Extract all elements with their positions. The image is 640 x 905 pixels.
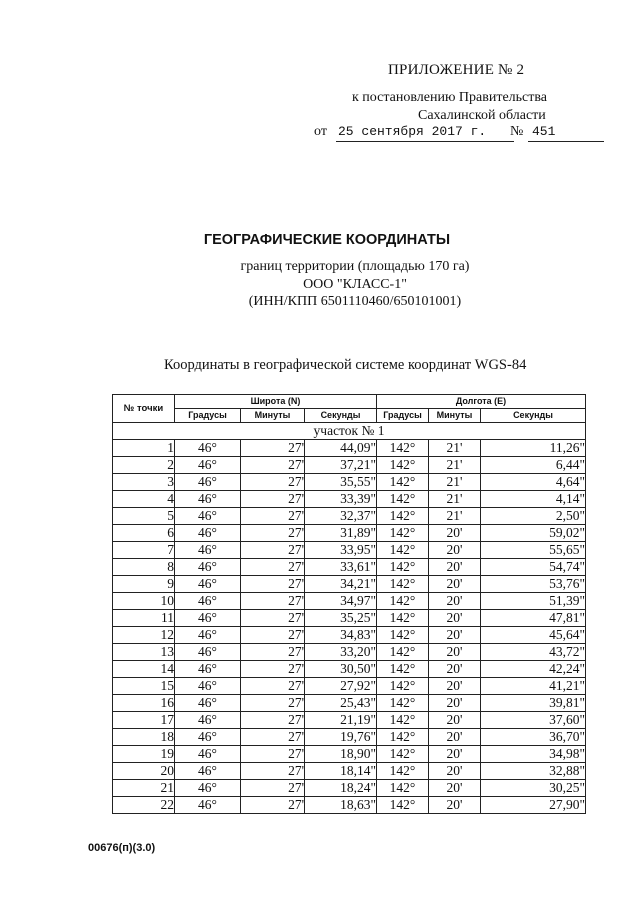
lat-degrees-cell: 46° xyxy=(175,627,241,644)
lat-degrees-cell: 46° xyxy=(175,440,241,457)
lat-minutes-cell: 27' xyxy=(241,763,305,780)
lon-degrees-cell: 142° xyxy=(377,457,429,474)
lon-seconds-cell: 43,72" xyxy=(481,644,586,661)
lon-minutes-cell: 20' xyxy=(429,593,481,610)
lat-degrees-cell: 46° xyxy=(175,729,241,746)
lon-seconds-cell: 54,74" xyxy=(481,559,586,576)
lat-degrees-cell: 46° xyxy=(175,508,241,525)
point-number-cell: 2 xyxy=(113,457,175,474)
table-row xyxy=(113,678,586,695)
point-number-cell: 3 xyxy=(113,474,175,491)
lon-minutes-cell: 20' xyxy=(429,678,481,695)
lon-minutes-cell: 20' xyxy=(429,763,481,780)
lon-seconds-cell: 2,50" xyxy=(481,508,586,525)
lon-seconds-cell: 47,81" xyxy=(481,610,586,627)
lat-degrees-cell: 46° xyxy=(175,763,241,780)
point-number-cell: 22 xyxy=(113,797,175,814)
lon-degrees-cell: 142° xyxy=(377,712,429,729)
lat-degrees-cell: 46° xyxy=(175,576,241,593)
table-row xyxy=(113,610,586,627)
subtitle-line-1: границ территории (площадью 170 га) xyxy=(240,259,470,274)
lon-minutes-cell: 20' xyxy=(429,559,481,576)
table-row xyxy=(113,763,586,780)
point-number-cell: 8 xyxy=(113,559,175,576)
lon-minutes-cell: 20' xyxy=(429,729,481,746)
point-number-cell: 7 xyxy=(113,542,175,559)
lon-seconds-cell: 4,14" xyxy=(481,491,586,508)
lon-minutes-cell: 20' xyxy=(429,712,481,729)
annex-label: ПРИЛОЖЕНИЕ № 2 xyxy=(388,62,525,78)
lon-degrees-cell: 142° xyxy=(377,661,429,678)
lon-degrees-cell: 142° xyxy=(377,678,429,695)
point-number-cell: 14 xyxy=(113,661,175,678)
table-row xyxy=(113,576,586,593)
lon-degrees-cell: 142° xyxy=(377,508,429,525)
lat-minutes-cell: 27' xyxy=(241,440,305,457)
point-number-cell: 17 xyxy=(113,712,175,729)
lat-degrees-cell: 46° xyxy=(175,780,241,797)
lon-minutes-cell: 21' xyxy=(429,440,481,457)
lat-minutes-cell: 27' xyxy=(241,525,305,542)
lon-seconds-cell: 27,90" xyxy=(481,797,586,814)
lat-degrees-cell: 46° xyxy=(175,797,241,814)
lat-seconds-cell: 18,63" xyxy=(305,797,377,814)
lat-minutes-cell: 27' xyxy=(241,593,305,610)
lon-seconds-cell: 34,98" xyxy=(481,746,586,763)
lat-minutes-cell: 27' xyxy=(241,797,305,814)
lon-seconds-cell: 4,64" xyxy=(481,474,586,491)
lat-seconds-cell: 18,90" xyxy=(305,746,377,763)
table-row xyxy=(113,542,586,559)
lat-seconds-cell: 25,43" xyxy=(305,695,377,712)
lat-degrees-cell: 46° xyxy=(175,644,241,661)
point-number-cell: 18 xyxy=(113,729,175,746)
lon-seconds-cell: 53,76" xyxy=(481,576,586,593)
lon-minutes-cell: 20' xyxy=(429,576,481,593)
lon-degrees-cell: 142° xyxy=(377,627,429,644)
lat-minutes-cell: 27' xyxy=(241,474,305,491)
lon-minutes-cell: 20' xyxy=(429,525,481,542)
lon-minutes-header: Минуты xyxy=(429,409,481,423)
lon-seconds-cell: 45,64" xyxy=(481,627,586,644)
decree-line-1: к постановлению Правительства xyxy=(352,90,548,105)
lon-minutes-cell: 21' xyxy=(429,474,481,491)
lon-seconds-cell: 30,25" xyxy=(481,780,586,797)
lon-minutes-cell: 20' xyxy=(429,610,481,627)
lon-seconds-cell: 39,81" xyxy=(481,695,586,712)
lat-degrees-cell: 46° xyxy=(175,525,241,542)
number-prefix: № xyxy=(510,124,524,139)
lat-degrees-cell: 46° xyxy=(175,559,241,576)
point-number-cell: 16 xyxy=(113,695,175,712)
lon-seconds-cell: 37,60" xyxy=(481,712,586,729)
lat-degrees-cell: 46° xyxy=(175,712,241,729)
lat-degrees-cell: 46° xyxy=(175,678,241,695)
lat-seconds-cell: 33,95" xyxy=(305,542,377,559)
lat-seconds-cell: 18,14" xyxy=(305,763,377,780)
lat-minutes-cell: 27' xyxy=(241,559,305,576)
lat-degrees-cell: 46° xyxy=(175,593,241,610)
lat-minutes-cell: 27' xyxy=(241,610,305,627)
lon-degrees-cell: 142° xyxy=(377,440,429,457)
table-row xyxy=(113,661,586,678)
point-number-cell: 10 xyxy=(113,593,175,610)
point-number-cell: 13 xyxy=(113,644,175,661)
lat-seconds-cell: 33,39" xyxy=(305,491,377,508)
latitude-header: Широта (N) xyxy=(175,395,377,409)
point-number-cell: 4 xyxy=(113,491,175,508)
form-code: 00676(п)(3.0) xyxy=(88,842,156,854)
lon-minutes-cell: 21' xyxy=(429,491,481,508)
table-row xyxy=(113,525,586,542)
table-row xyxy=(113,729,586,746)
document-title: ГЕОГРАФИЧЕСКИЕ КООРДИНАТЫ xyxy=(203,232,451,248)
coordinate-system-caption: Координаты в географической системе координат WGS-84 xyxy=(164,357,527,373)
lat-seconds-cell: 30,50" xyxy=(305,661,377,678)
lat-minutes-cell: 27' xyxy=(241,780,305,797)
section-label: участок № 1 xyxy=(113,423,586,440)
lat-seconds-cell: 34,83" xyxy=(305,627,377,644)
lon-minutes-cell: 20' xyxy=(429,627,481,644)
lat-minutes-cell: 27' xyxy=(241,491,305,508)
lat-degrees-header: Градусы xyxy=(175,409,241,423)
lon-minutes-cell: 20' xyxy=(429,695,481,712)
lat-minutes-cell: 27' xyxy=(241,695,305,712)
lat-seconds-cell: 33,61" xyxy=(305,559,377,576)
lon-minutes-cell: 21' xyxy=(429,508,481,525)
lon-minutes-cell: 20' xyxy=(429,780,481,797)
lon-degrees-cell: 142° xyxy=(377,576,429,593)
lat-degrees-cell: 46° xyxy=(175,746,241,763)
lon-minutes-cell: 20' xyxy=(429,542,481,559)
lon-seconds-cell: 59,02" xyxy=(481,525,586,542)
lat-seconds-cell: 21,19" xyxy=(305,712,377,729)
table-row xyxy=(113,559,586,576)
subtitle-line-3: (ИНН/КПП 6501110460/650101001) xyxy=(248,294,462,309)
lon-seconds-cell: 36,70" xyxy=(481,729,586,746)
point-number-cell: 11 xyxy=(113,610,175,627)
lat-minutes-header: Минуты xyxy=(241,409,305,423)
point-number-cell: 6 xyxy=(113,525,175,542)
lon-seconds-cell: 51,39" xyxy=(481,593,586,610)
table-row xyxy=(113,440,586,457)
point-number-cell: 19 xyxy=(113,746,175,763)
decree-number: 451 xyxy=(532,124,556,139)
table-row xyxy=(113,780,586,797)
lon-degrees-cell: 142° xyxy=(377,593,429,610)
date-underline xyxy=(336,141,514,142)
lat-seconds-cell: 19,76" xyxy=(305,729,377,746)
lat-minutes-cell: 27' xyxy=(241,661,305,678)
lat-degrees-cell: 46° xyxy=(175,661,241,678)
lat-seconds-cell: 32,37" xyxy=(305,508,377,525)
lon-seconds-cell: 11,26" xyxy=(481,440,586,457)
lon-seconds-cell: 6,44" xyxy=(481,457,586,474)
lat-seconds-cell: 34,21" xyxy=(305,576,377,593)
lon-seconds-cell: 41,21" xyxy=(481,678,586,695)
lat-seconds-cell: 35,25" xyxy=(305,610,377,627)
point-number-cell: 12 xyxy=(113,627,175,644)
lon-degrees-header: Градусы xyxy=(377,409,429,423)
decree-date: 25 сентября 2017 г. xyxy=(338,124,487,139)
point-number-cell: 9 xyxy=(113,576,175,593)
point-number-cell: 15 xyxy=(113,678,175,695)
lat-minutes-cell: 27' xyxy=(241,627,305,644)
lat-degrees-cell: 46° xyxy=(175,542,241,559)
lat-seconds-cell: 44,09" xyxy=(305,440,377,457)
lat-minutes-cell: 27' xyxy=(241,457,305,474)
table-row xyxy=(113,746,586,763)
table-row xyxy=(113,712,586,729)
lon-minutes-cell: 20' xyxy=(429,746,481,763)
lon-degrees-cell: 142° xyxy=(377,729,429,746)
coordinates-table xyxy=(112,394,586,814)
longitude-header: Долгота (E) xyxy=(377,395,586,409)
decree-date-line xyxy=(314,124,614,144)
lat-minutes-cell: 27' xyxy=(241,644,305,661)
lon-minutes-cell: 20' xyxy=(429,644,481,661)
lon-minutes-cell: 20' xyxy=(429,661,481,678)
table-row xyxy=(113,797,586,814)
table-row xyxy=(113,508,586,525)
lon-degrees-cell: 142° xyxy=(377,474,429,491)
lat-minutes-cell: 27' xyxy=(241,542,305,559)
lon-degrees-cell: 142° xyxy=(377,559,429,576)
lon-degrees-cell: 142° xyxy=(377,780,429,797)
point-number-cell: 5 xyxy=(113,508,175,525)
lat-seconds-cell: 27,92" xyxy=(305,678,377,695)
lat-degrees-cell: 46° xyxy=(175,457,241,474)
date-prefix: от xyxy=(314,124,327,139)
table-row xyxy=(113,644,586,661)
lon-degrees-cell: 142° xyxy=(377,695,429,712)
lat-minutes-cell: 27' xyxy=(241,508,305,525)
lat-minutes-cell: 27' xyxy=(241,746,305,763)
lat-minutes-cell: 27' xyxy=(241,678,305,695)
lat-minutes-cell: 27' xyxy=(241,729,305,746)
lat-minutes-cell: 27' xyxy=(241,712,305,729)
lon-degrees-cell: 142° xyxy=(377,644,429,661)
lon-seconds-header: Секунды xyxy=(481,409,586,423)
lon-degrees-cell: 142° xyxy=(377,491,429,508)
lon-degrees-cell: 142° xyxy=(377,542,429,559)
point-number-cell: 1 xyxy=(113,440,175,457)
subtitle-line-2: ООО "КЛАСС-1" xyxy=(303,277,407,292)
lat-degrees-cell: 46° xyxy=(175,491,241,508)
lat-seconds-cell: 33,20" xyxy=(305,644,377,661)
lat-seconds-cell: 37,21" xyxy=(305,457,377,474)
lat-seconds-cell: 31,89" xyxy=(305,525,377,542)
lon-degrees-cell: 142° xyxy=(377,746,429,763)
lon-seconds-cell: 42,24" xyxy=(481,661,586,678)
table-row xyxy=(113,491,586,508)
lat-degrees-cell: 46° xyxy=(175,474,241,491)
lon-degrees-cell: 142° xyxy=(377,610,429,627)
table-row xyxy=(113,593,586,610)
number-underline xyxy=(528,141,604,142)
lon-seconds-cell: 55,65" xyxy=(481,542,586,559)
lon-seconds-cell: 32,88" xyxy=(481,763,586,780)
lon-degrees-cell: 142° xyxy=(377,797,429,814)
table-row xyxy=(113,474,586,491)
decree-line-2: Сахалинской области xyxy=(418,108,546,123)
lon-degrees-cell: 142° xyxy=(377,763,429,780)
point-number-cell: 21 xyxy=(113,780,175,797)
point-number-cell: 20 xyxy=(113,763,175,780)
lat-seconds-cell: 35,55" xyxy=(305,474,377,491)
point-number-header: № точки xyxy=(113,395,175,423)
table-row xyxy=(113,695,586,712)
lat-seconds-header: Секунды xyxy=(305,409,377,423)
lat-seconds-cell: 34,97" xyxy=(305,593,377,610)
lon-minutes-cell: 21' xyxy=(429,457,481,474)
lon-minutes-cell: 20' xyxy=(429,797,481,814)
lat-seconds-cell: 18,24" xyxy=(305,780,377,797)
lon-degrees-cell: 142° xyxy=(377,525,429,542)
lat-minutes-cell: 27' xyxy=(241,576,305,593)
table-row xyxy=(113,627,586,644)
table-row xyxy=(113,457,586,474)
lat-degrees-cell: 46° xyxy=(175,695,241,712)
lat-degrees-cell: 46° xyxy=(175,610,241,627)
